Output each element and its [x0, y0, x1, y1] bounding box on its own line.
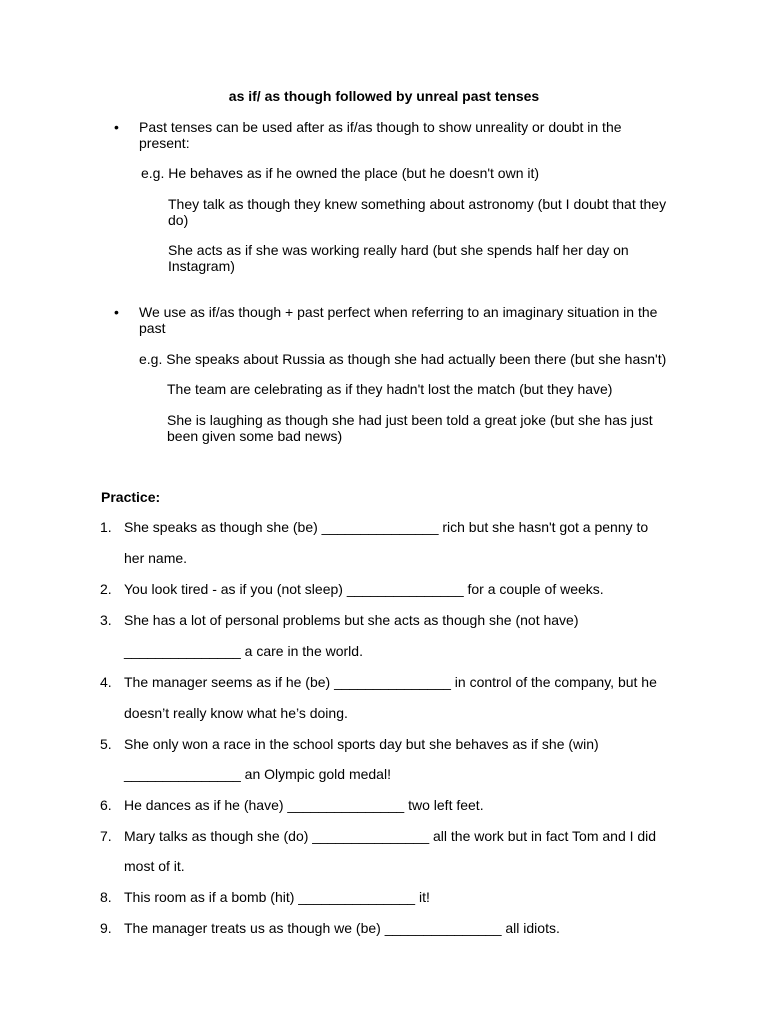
example-text: She acts as if she was working really hard (but she spends half her day on — [168, 242, 629, 258]
bullet-symbol: • — [114, 119, 119, 135]
question-text: She has a lot of personal problems but she acts as though she (not have) — [124, 612, 579, 628]
example-text: e.g. He behaves as if he owned the place (but he doesn't own it) — [141, 165, 540, 181]
item-number: 7. — [100, 828, 112, 844]
item-number: 4. — [100, 674, 112, 690]
example-text: e.g. She speaks about Russia as though she had actually been there (but she hasn't) — [139, 351, 667, 367]
item-number: 2. — [100, 581, 112, 597]
bullet-text: past — [139, 320, 166, 336]
item-number: 3. — [100, 612, 112, 628]
item-number: 6. — [100, 797, 112, 813]
question-text: doesn’t really know what he’s doing. — [124, 705, 348, 721]
example-text: been given some bad news) — [167, 428, 343, 444]
item-number: 5. — [100, 736, 112, 752]
example-text: Instagram) — [168, 258, 235, 274]
question-text: You look tired - as if you (not sleep) _______________ for a couple of weeks. — [124, 581, 604, 597]
bullet-text: We use as if/as though + past perfect when referring to an imaginary situation in the — [139, 304, 658, 320]
question-text: _______________ an Olympic gold medal! — [124, 766, 391, 782]
practice-heading: Practice: — [101, 489, 161, 505]
item-number: 8. — [100, 889, 112, 905]
question-text: _______________ a care in the world. — [124, 643, 363, 659]
question-text: This room as if a bomb (hit) _______________ it! — [124, 889, 430, 905]
example-text: The team are celebrating as if they hadn't lost the match (but they have) — [167, 381, 613, 397]
question-text: most of it. — [124, 858, 185, 874]
bullet-text: Past tenses can be used after as if/as though to show unreality or doubt in the — [139, 119, 622, 135]
item-number: 9. — [100, 920, 112, 936]
example-text: do) — [168, 212, 189, 228]
question-text: The manager seems as if he (be) _______________ in control of the company, but he — [124, 674, 657, 690]
example-text: They talk as though they knew something about astronomy (but I doubt that they — [168, 196, 667, 212]
bullet-symbol: • — [114, 304, 119, 320]
question-text: her name. — [124, 550, 188, 566]
question-text: She speaks as though she (be) _______________ rich but she hasn't got a penny to — [124, 519, 649, 535]
question-text: Mary talks as though she (do) _______________ all the work but in fact Tom and I did — [124, 828, 657, 844]
page-title: as if/ as though followed by unreal past tenses — [228, 88, 540, 104]
question-text: He dances as if he (have) _______________ two left feet. — [124, 797, 484, 813]
question-text: She only won a race in the school sports day but she behaves as if she (win) — [124, 736, 599, 752]
example-text: She is laughing as though she had just been told a great joke (but she has just — [167, 412, 653, 428]
item-number: 1. — [100, 519, 112, 535]
question-text: The manager treats us as though we (be) _______________ all idiots. — [124, 920, 560, 936]
bullet-text: present: — [139, 135, 190, 151]
